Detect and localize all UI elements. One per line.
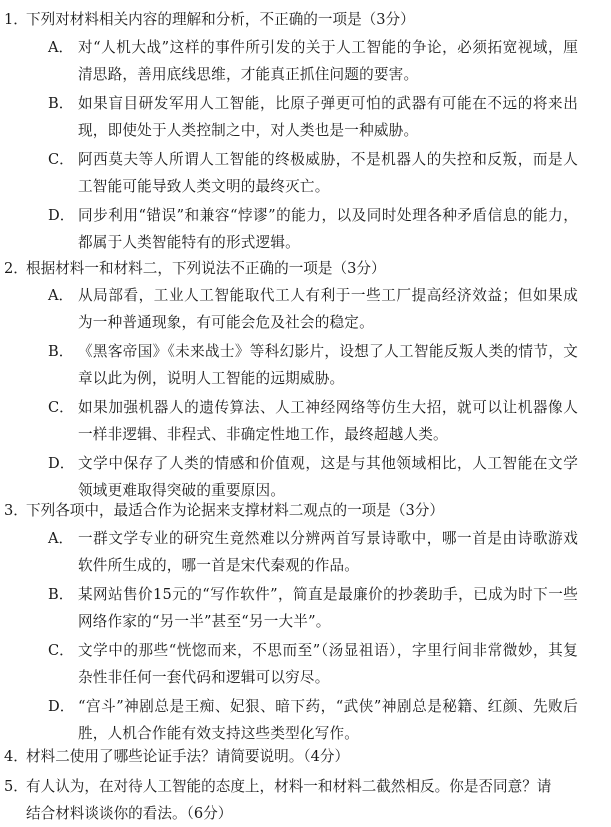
question-stem [4, 743, 589, 770]
option-letter: D． [48, 698, 75, 715]
question-stem [4, 497, 589, 524]
question-number: 4． [4, 748, 28, 765]
question-number: 1． [4, 11, 28, 28]
option-a [48, 282, 578, 337]
option-b [48, 581, 578, 636]
option-text: 文学中的那些“恍惚而来，不思而至”（汤显祖语），字里行间非常微妙，其复杂性非任何一套代码和逻辑可以穷尽。 [78, 642, 578, 687]
question-number: 5． [4, 778, 28, 795]
option-letter: A． [48, 530, 74, 547]
option-text: 文学中保存了人类的情感和价值观，这是与其他领域相比，人工智能在文学领域更难取得突破的重要原因。 [78, 455, 578, 500]
option-d [48, 693, 578, 748]
option-text: 对“人机大战”这样的事件所引发的关于人工智能的争论，必须拓宽视域，厘清思路，善用底线思维，才能真正抓住问题的要害。 [78, 39, 578, 84]
option-letter: A． [48, 287, 74, 304]
option-letter: C． [48, 642, 74, 659]
option-text: 从局部看，工业人工智能取代工人有利于一些工厂提高经济效益；但如果成为一种普通现象，有可能会危及社会的稳定。 [78, 287, 578, 332]
question-stem [4, 6, 589, 33]
option-letter: B． [48, 586, 74, 603]
option-b [48, 90, 578, 145]
option-letter: C． [48, 151, 74, 168]
question-text: 下列对材料相关内容的理解和分析，不正确的一项是（3分） [26, 11, 415, 28]
option-c [48, 146, 578, 201]
option-c [48, 394, 578, 449]
question-text: 下列各项中，最适合作为论据来支撑材料二观点的一项是（3分） [26, 502, 444, 519]
option-b [48, 338, 578, 393]
option-d [48, 202, 578, 257]
question-number: 3． [4, 502, 28, 519]
option-c [48, 637, 578, 692]
option-letter: D． [48, 455, 75, 472]
option-text: 一群文学专业的研究生竟然难以分辨两首写景诗歌中，哪一首是由诗歌游戏软件所生成的，哪一首是宋代秦观的作品。 [78, 530, 578, 575]
option-letter: B． [48, 95, 74, 112]
option-text: 如果加强机器人的遗传算法、人工神经网络等仿生大招，就可以让机器像人一样非逻辑、非程式、非确定性地工作，最终超越人类。 [78, 399, 578, 444]
option-letter: B． [48, 343, 74, 360]
option-text: 如果盲目研发军用人工智能，比原子弹更可怕的武器有可能在不远的将来出现，即使处于人类控制之中，对人类也是一种威胁。 [78, 95, 578, 140]
question-number: 2． [4, 260, 28, 277]
question-stem [4, 255, 589, 282]
option-a [48, 525, 578, 580]
option-text: “宫斗”神剧总是王痴、妃狠、暗下药，“武侠”神剧总是秘籍、红颜、先败后胜，人机合作能有效支持这些类型化写作。 [78, 698, 578, 743]
question-stem-continuation [26, 800, 611, 827]
option-letter: C． [48, 399, 74, 416]
question-text: 根据材料一和材料二，下列说法不正确的一项是（3分） [26, 260, 386, 277]
question-text-continuation: 结合材料谈谈你的看法。（6分） [26, 805, 233, 822]
option-letter: D． [48, 207, 75, 224]
option-letter: A． [48, 39, 74, 56]
question-text: 有人认为，在对待人工智能的态度上，材料一和材料二截然相反。你是否同意？请 [26, 778, 552, 795]
option-text: 同步利用“错误”和兼容“悖谬”的能力，以及同时处理各种矛盾信息的能力，都属于人类智能特有的形式逻辑。 [78, 207, 578, 252]
option-text: 某网站售价15元的“写作软件”，简直是最廉价的抄袭助手，已成为时下一些网络作家的“另一半”甚至“另一大半”。 [78, 586, 578, 631]
question-stem [4, 773, 589, 800]
question-text: 材料二使用了哪些论证手法？请简要说明。（4分） [26, 748, 350, 765]
option-text: 阿西莫夫等人所谓人工智能的终极威胁，不是机器人的失控和反叛，而是人工智能可能导致人类文明的最终灭亡。 [78, 151, 578, 196]
option-a [48, 34, 578, 89]
option-text: 《黑客帝国》《未来战士》等科幻影片，设想了人工智能反叛人类的情节，文章以此为例，说明人工智能的远期威胁。 [78, 343, 578, 388]
